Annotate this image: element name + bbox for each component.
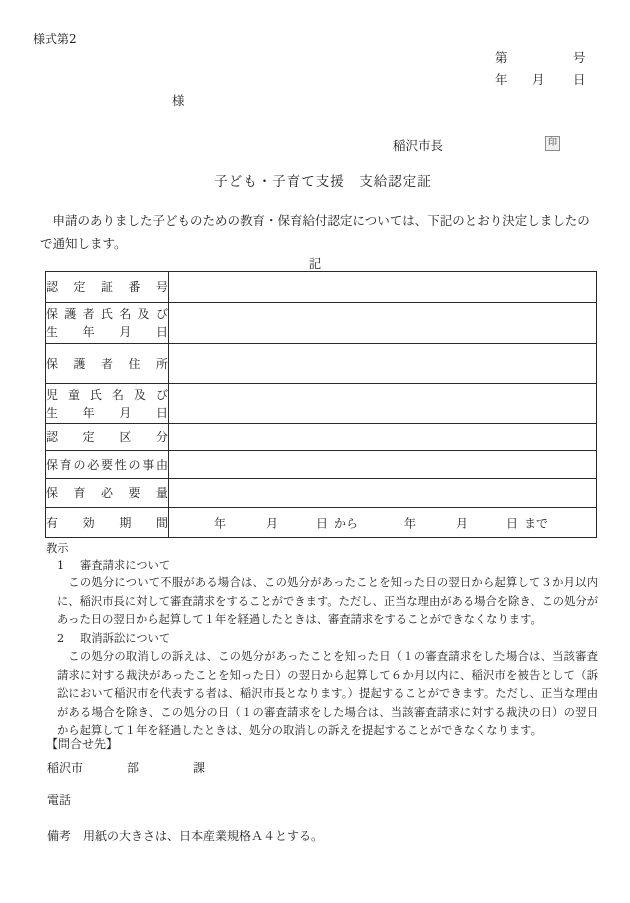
label-text: 保護者住所	[46, 356, 168, 371]
table-row-validity-period	[46, 508, 597, 538]
contact-city: 稲沢市	[47, 761, 84, 775]
remark-text: 用紙の大きさは、日本産業規格Ａ４とする。	[83, 829, 324, 843]
record-marker: 記	[308, 256, 322, 271]
label-validity-period	[46, 508, 169, 538]
addressee-suffix: 様	[172, 93, 185, 108]
label-text: 保育必要量	[46, 486, 168, 500]
validity-from-suffix: から	[334, 516, 359, 530]
date-month-label: 月	[532, 72, 545, 87]
note-item-1-body: この処分について不服がある場合は、この処分があったことを知った日の翌日から起算して３か月以内に、稲沢市長に対して審査請求をすることができます。ただし、正当な理由がある場合を除き、この処分があった日の翌日から起算して１年を経過したときは、審査請求をすることができなくなります。	[57, 576, 598, 627]
value-certification-category	[169, 424, 597, 451]
label-text-line1: 児童氏名及び	[46, 387, 168, 402]
seal-mark-icon: 印	[545, 136, 560, 151]
value-guardian-address	[169, 344, 597, 384]
label-childcare-amount	[46, 479, 169, 508]
form-number: 様式第2	[33, 32, 77, 46]
table-row-guardian-name	[46, 303, 597, 344]
remark-line	[47, 827, 323, 844]
table-row-childcare-need-reason	[46, 451, 597, 479]
note-item-2-title: 取消訴訟について	[80, 632, 171, 645]
label-child-name-dob	[46, 384, 169, 424]
notes-heading: 教示	[46, 542, 69, 555]
phone-label: 電話	[47, 793, 72, 807]
label-text: 有効期間	[46, 515, 168, 530]
label-text: 保育の必要性の事由	[46, 457, 168, 472]
note-item-2-body: この処分の取消しの訴えは、この処分があったことを知った日（１の審査請求をした場合は、当該審査請求に対する裁決があったことを知った日）の翌日から起算して６か月以内に、稲沢市を被告として（訴訟において稲沢市を代表する者は、稲沢市長となります。）提起することができます。ただし、正当な理由がある場合を除き、この処分の日（１の審査請求をした場合は、当該審査請求に対する裁決の日）の翌日から起算して１年を経過したときは、処分の取消しの訴えを提起することができなくなります。	[57, 650, 598, 738]
label-text-line2: 生年月日	[46, 325, 168, 339]
label-text-line2: 生年月日	[46, 405, 168, 420]
label-guardian-address	[46, 344, 169, 384]
validity-to-month: 月	[456, 516, 469, 530]
value-cert-number	[169, 272, 597, 303]
value-guardian-name-dob	[169, 303, 597, 344]
label-text: 認定証番号	[46, 280, 168, 294]
label-certification-category	[46, 424, 169, 451]
value-childcare-need-reason	[169, 451, 597, 479]
note-item-1-number: 1	[57, 559, 65, 572]
value-validity-period	[169, 508, 597, 538]
validity-from-day: 日	[316, 516, 329, 530]
value-child-name-dob	[169, 384, 597, 424]
certificate-table	[45, 271, 597, 538]
note-item-1-title: 審査請求について	[80, 559, 171, 572]
value-childcare-amount	[169, 479, 597, 508]
notice-paragraph: 申請のありました子どものための教育・保育給付認定については、下記のとおり決定しましたので通知します。	[40, 213, 590, 251]
issuer-name: 稲沢市長	[393, 138, 444, 153]
label-text: 認定区分	[46, 430, 168, 444]
validity-to-year: 年	[404, 516, 417, 530]
label-text-line1: 保護者氏名及び	[46, 307, 168, 321]
table-row-child-name	[46, 384, 597, 424]
contact-section-suffix: 課	[193, 761, 206, 775]
validity-from-year: 年	[214, 516, 227, 530]
table-row-guardian-address	[46, 344, 597, 384]
contact-line	[47, 759, 205, 776]
validity-from-month: 月	[266, 516, 279, 530]
table-row-childcare-amount	[46, 479, 597, 508]
table-row-cert-number	[46, 272, 597, 303]
remark-prefix: 備考	[47, 829, 72, 843]
label-guardian-name-dob	[46, 303, 169, 344]
contact-heading: 【問合せ先】	[46, 737, 119, 751]
validity-to-suffix: まで	[524, 516, 549, 530]
label-childcare-need-reason	[46, 451, 169, 479]
doc-number-prefix: 第	[495, 50, 508, 65]
date-year-label: 年	[495, 72, 508, 87]
note-item-2-number: 2	[57, 632, 65, 645]
label-cert-number	[46, 272, 169, 303]
doc-number-suffix: 号	[573, 50, 586, 65]
date-day-label: 日	[573, 72, 586, 87]
note-item-2-heading	[57, 630, 170, 646]
validity-to-day: 日	[506, 516, 519, 530]
note-item-1-heading	[57, 557, 170, 573]
document-title: 子ども・子育て支援 支給認定証	[214, 174, 432, 190]
contact-department-suffix: 部	[127, 761, 140, 775]
table-row-certification-category	[46, 424, 597, 451]
